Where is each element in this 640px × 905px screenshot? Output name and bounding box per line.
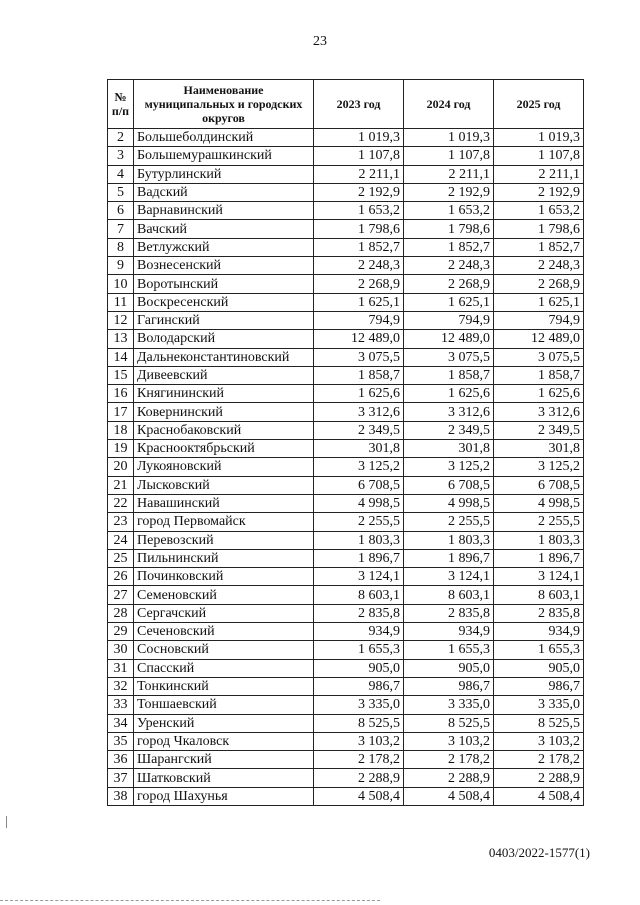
row-name: Сосновский bbox=[134, 641, 314, 659]
row-value-2025: 8 603,1 bbox=[494, 586, 584, 604]
table-row bbox=[108, 769, 584, 787]
row-name: Сергачский bbox=[134, 604, 314, 622]
row-value-2024: 2 349,5 bbox=[404, 421, 494, 439]
document-code: 0403/2022-1577(1) bbox=[488, 845, 590, 860]
row-name: Вознесенский bbox=[134, 257, 314, 275]
row-name: Княгининский bbox=[134, 385, 314, 403]
row-value-2023: 3 103,2 bbox=[314, 732, 404, 750]
row-value-2025: 794,9 bbox=[494, 311, 584, 329]
row-number: 24 bbox=[108, 531, 134, 549]
table-row bbox=[108, 293, 584, 311]
table-row bbox=[108, 458, 584, 476]
row-name: Пильнинский bbox=[134, 549, 314, 567]
table-row bbox=[108, 129, 584, 147]
scan-bottom-line bbox=[0, 900, 380, 902]
row-value-2023: 905,0 bbox=[314, 659, 404, 677]
table-row bbox=[108, 403, 584, 421]
table-row bbox=[108, 586, 584, 604]
row-name: Дивеевский bbox=[134, 366, 314, 384]
row-value-2024: 8 525,5 bbox=[404, 714, 494, 732]
row-value-2024: 1 655,3 bbox=[404, 641, 494, 659]
row-number: 9 bbox=[108, 257, 134, 275]
row-name: Воскресенский bbox=[134, 293, 314, 311]
row-value-2023: 2 288,9 bbox=[314, 769, 404, 787]
row-number: 30 bbox=[108, 641, 134, 659]
row-value-2025: 301,8 bbox=[494, 440, 584, 458]
table-row bbox=[108, 165, 584, 183]
row-value-2023: 986,7 bbox=[314, 677, 404, 695]
row-value-2024: 1 107,8 bbox=[404, 147, 494, 165]
row-number: 22 bbox=[108, 494, 134, 512]
row-value-2025: 3 312,6 bbox=[494, 403, 584, 421]
row-value-2024: 1 625,1 bbox=[404, 293, 494, 311]
row-value-2025: 2 192,9 bbox=[494, 183, 584, 201]
table-row bbox=[108, 751, 584, 769]
row-value-2025: 3 075,5 bbox=[494, 348, 584, 366]
row-name: Ковернинский bbox=[134, 403, 314, 421]
row-value-2024: 1 798,6 bbox=[404, 220, 494, 238]
row-value-2023: 6 708,5 bbox=[314, 476, 404, 494]
row-number: 32 bbox=[108, 677, 134, 695]
row-value-2025: 2 211,1 bbox=[494, 165, 584, 183]
table-row bbox=[108, 440, 584, 458]
row-value-2024: 2 178,2 bbox=[404, 751, 494, 769]
table-row bbox=[108, 220, 584, 238]
row-value-2024: 3 124,1 bbox=[404, 568, 494, 586]
row-value-2024: 3 335,0 bbox=[404, 696, 494, 714]
row-number: 35 bbox=[108, 732, 134, 750]
row-value-2024: 2 211,1 bbox=[404, 165, 494, 183]
row-number: 27 bbox=[108, 586, 134, 604]
table-row bbox=[108, 366, 584, 384]
row-number: 14 bbox=[108, 348, 134, 366]
row-value-2024: 3 312,6 bbox=[404, 403, 494, 421]
table-body bbox=[108, 129, 584, 806]
table-row bbox=[108, 275, 584, 293]
row-number: 15 bbox=[108, 366, 134, 384]
row-name: Лысковский bbox=[134, 476, 314, 494]
row-value-2024: 3 125,2 bbox=[404, 458, 494, 476]
row-value-2023: 3 312,6 bbox=[314, 403, 404, 421]
row-name: Большемурашкинский bbox=[134, 147, 314, 165]
row-number: 31 bbox=[108, 659, 134, 677]
header-number: № п/п bbox=[108, 80, 134, 129]
row-value-2024: 3 075,5 bbox=[404, 348, 494, 366]
row-value-2023: 1 107,8 bbox=[314, 147, 404, 165]
row-name: Краснооктябрьский bbox=[134, 440, 314, 458]
row-value-2025: 3 335,0 bbox=[494, 696, 584, 714]
table-row bbox=[108, 421, 584, 439]
row-value-2025: 1 655,3 bbox=[494, 641, 584, 659]
row-name: Уренский bbox=[134, 714, 314, 732]
table-row bbox=[108, 202, 584, 220]
row-value-2023: 2 178,2 bbox=[314, 751, 404, 769]
table-row bbox=[108, 623, 584, 641]
row-number: 29 bbox=[108, 623, 134, 641]
row-value-2025: 1 653,2 bbox=[494, 202, 584, 220]
table-row bbox=[108, 476, 584, 494]
row-value-2025: 2 835,8 bbox=[494, 604, 584, 622]
row-value-2023: 1 625,6 bbox=[314, 385, 404, 403]
row-value-2025: 3 103,2 bbox=[494, 732, 584, 750]
row-value-2023: 1 852,7 bbox=[314, 238, 404, 256]
row-value-2025: 4 508,4 bbox=[494, 787, 584, 805]
row-value-2025: 8 525,5 bbox=[494, 714, 584, 732]
row-number: 34 bbox=[108, 714, 134, 732]
row-value-2024: 1 852,7 bbox=[404, 238, 494, 256]
row-name: Семеновский bbox=[134, 586, 314, 604]
row-value-2025: 2 268,9 bbox=[494, 275, 584, 293]
row-value-2023: 3 124,1 bbox=[314, 568, 404, 586]
row-number: 23 bbox=[108, 513, 134, 531]
row-value-2025: 3 124,1 bbox=[494, 568, 584, 586]
row-value-2023: 1 798,6 bbox=[314, 220, 404, 238]
row-name: Воротынский bbox=[134, 275, 314, 293]
header-2023: 2023 год bbox=[314, 80, 404, 129]
table-row bbox=[108, 604, 584, 622]
row-number: 26 bbox=[108, 568, 134, 586]
row-value-2023: 1 896,7 bbox=[314, 549, 404, 567]
row-value-2024: 986,7 bbox=[404, 677, 494, 695]
row-name: Бутурлинский bbox=[134, 165, 314, 183]
row-value-2024: 301,8 bbox=[404, 440, 494, 458]
row-value-2024: 3 103,2 bbox=[404, 732, 494, 750]
row-value-2024: 1 653,2 bbox=[404, 202, 494, 220]
page-number: 23 bbox=[313, 34, 327, 49]
row-name: Ветлужский bbox=[134, 238, 314, 256]
row-value-2024: 1 019,3 bbox=[404, 129, 494, 147]
row-value-2025: 1 798,6 bbox=[494, 220, 584, 238]
row-number: 18 bbox=[108, 421, 134, 439]
row-name: город Шахунья bbox=[134, 787, 314, 805]
row-value-2025: 2 349,5 bbox=[494, 421, 584, 439]
row-value-2023: 1 653,2 bbox=[314, 202, 404, 220]
row-number: 38 bbox=[108, 787, 134, 805]
row-value-2025: 905,0 bbox=[494, 659, 584, 677]
row-value-2023: 3 125,2 bbox=[314, 458, 404, 476]
row-value-2023: 1 019,3 bbox=[314, 129, 404, 147]
row-value-2023: 2 349,5 bbox=[314, 421, 404, 439]
row-value-2025: 1 625,1 bbox=[494, 293, 584, 311]
row-value-2024: 4 998,5 bbox=[404, 494, 494, 512]
table-row bbox=[108, 183, 584, 201]
table-header-row bbox=[108, 80, 584, 129]
row-name: Починковский bbox=[134, 568, 314, 586]
row-name: город Чкаловск bbox=[134, 732, 314, 750]
table-row bbox=[108, 641, 584, 659]
table-row bbox=[108, 513, 584, 531]
row-value-2024: 1 896,7 bbox=[404, 549, 494, 567]
table-row bbox=[108, 348, 584, 366]
header-name: Наименование муниципальных и городских округов bbox=[134, 80, 314, 129]
row-value-2024: 1 625,6 bbox=[404, 385, 494, 403]
row-value-2023: 1 655,3 bbox=[314, 641, 404, 659]
row-name: Шатковский bbox=[134, 769, 314, 787]
row-name: Перевозский bbox=[134, 531, 314, 549]
row-number: 20 bbox=[108, 458, 134, 476]
row-value-2023: 301,8 bbox=[314, 440, 404, 458]
row-number: 3 bbox=[108, 147, 134, 165]
table-row bbox=[108, 494, 584, 512]
row-name: Лукояновский bbox=[134, 458, 314, 476]
row-number: 8 bbox=[108, 238, 134, 256]
row-name: Спасский bbox=[134, 659, 314, 677]
row-value-2023: 4 998,5 bbox=[314, 494, 404, 512]
row-number: 11 bbox=[108, 293, 134, 311]
row-value-2023: 4 508,4 bbox=[314, 787, 404, 805]
table-row bbox=[108, 732, 584, 750]
row-value-2024: 12 489,0 bbox=[404, 330, 494, 348]
row-name: Дальнеконстантиновский bbox=[134, 348, 314, 366]
row-value-2023: 8 603,1 bbox=[314, 586, 404, 604]
row-value-2025: 1 803,3 bbox=[494, 531, 584, 549]
row-value-2023: 12 489,0 bbox=[314, 330, 404, 348]
row-value-2025: 1 858,7 bbox=[494, 366, 584, 384]
table-row bbox=[108, 238, 584, 256]
row-value-2025: 3 125,2 bbox=[494, 458, 584, 476]
table-row bbox=[108, 330, 584, 348]
row-value-2024: 6 708,5 bbox=[404, 476, 494, 494]
row-value-2023: 2 255,5 bbox=[314, 513, 404, 531]
row-value-2025: 1 107,8 bbox=[494, 147, 584, 165]
row-name: Варнавинский bbox=[134, 202, 314, 220]
row-name: Шарангский bbox=[134, 751, 314, 769]
row-value-2023: 1 803,3 bbox=[314, 531, 404, 549]
row-number: 5 bbox=[108, 183, 134, 201]
row-value-2024: 905,0 bbox=[404, 659, 494, 677]
row-number: 19 bbox=[108, 440, 134, 458]
row-value-2025: 934,9 bbox=[494, 623, 584, 641]
header-2025: 2025 год bbox=[494, 80, 584, 129]
table-row bbox=[108, 714, 584, 732]
row-number: 13 bbox=[108, 330, 134, 348]
table-row bbox=[108, 311, 584, 329]
row-value-2024: 4 508,4 bbox=[404, 787, 494, 805]
table-row bbox=[108, 531, 584, 549]
row-name: Навашинский bbox=[134, 494, 314, 512]
row-value-2023: 8 525,5 bbox=[314, 714, 404, 732]
row-name: Тоншаевский bbox=[134, 696, 314, 714]
row-value-2025: 2 248,3 bbox=[494, 257, 584, 275]
table-row bbox=[108, 257, 584, 275]
row-number: 6 bbox=[108, 202, 134, 220]
row-value-2023: 2 268,9 bbox=[314, 275, 404, 293]
row-name: Тонкинский bbox=[134, 677, 314, 695]
row-value-2024: 934,9 bbox=[404, 623, 494, 641]
row-value-2024: 2 288,9 bbox=[404, 769, 494, 787]
row-number: 37 bbox=[108, 769, 134, 787]
row-value-2023: 2 835,8 bbox=[314, 604, 404, 622]
budget-table bbox=[107, 79, 584, 806]
row-value-2025: 2 288,9 bbox=[494, 769, 584, 787]
row-name: Володарский bbox=[134, 330, 314, 348]
row-value-2025: 1 852,7 bbox=[494, 238, 584, 256]
row-number: 25 bbox=[108, 549, 134, 567]
row-value-2024: 2 835,8 bbox=[404, 604, 494, 622]
row-number: 10 bbox=[108, 275, 134, 293]
row-value-2023: 2 192,9 bbox=[314, 183, 404, 201]
scan-margin-mark bbox=[6, 816, 7, 828]
row-value-2023: 1 625,1 bbox=[314, 293, 404, 311]
row-value-2023: 2 248,3 bbox=[314, 257, 404, 275]
row-value-2024: 2 268,9 bbox=[404, 275, 494, 293]
row-number: 7 bbox=[108, 220, 134, 238]
row-value-2024: 8 603,1 bbox=[404, 586, 494, 604]
row-value-2025: 2 178,2 bbox=[494, 751, 584, 769]
row-number: 36 bbox=[108, 751, 134, 769]
table-row bbox=[108, 696, 584, 714]
table-row bbox=[108, 659, 584, 677]
row-name: Гагинский bbox=[134, 311, 314, 329]
table-row bbox=[108, 147, 584, 165]
row-value-2024: 1 803,3 bbox=[404, 531, 494, 549]
row-value-2023: 3 075,5 bbox=[314, 348, 404, 366]
row-number: 33 bbox=[108, 696, 134, 714]
row-value-2025: 986,7 bbox=[494, 677, 584, 695]
row-value-2025: 2 255,5 bbox=[494, 513, 584, 531]
row-number: 12 bbox=[108, 311, 134, 329]
row-number: 17 bbox=[108, 403, 134, 421]
row-number: 28 bbox=[108, 604, 134, 622]
table-row bbox=[108, 549, 584, 567]
row-value-2023: 2 211,1 bbox=[314, 165, 404, 183]
row-name: город Первомайск bbox=[134, 513, 314, 531]
row-value-2023: 1 858,7 bbox=[314, 366, 404, 384]
header-2024: 2024 год bbox=[404, 80, 494, 129]
row-value-2024: 2 248,3 bbox=[404, 257, 494, 275]
row-value-2024: 2 255,5 bbox=[404, 513, 494, 531]
row-number: 4 bbox=[108, 165, 134, 183]
row-value-2025: 1 625,6 bbox=[494, 385, 584, 403]
row-number: 16 bbox=[108, 385, 134, 403]
row-value-2023: 794,9 bbox=[314, 311, 404, 329]
table-row bbox=[108, 385, 584, 403]
row-value-2023: 3 335,0 bbox=[314, 696, 404, 714]
row-number: 21 bbox=[108, 476, 134, 494]
row-value-2024: 1 858,7 bbox=[404, 366, 494, 384]
row-value-2025: 12 489,0 bbox=[494, 330, 584, 348]
table-row bbox=[108, 568, 584, 586]
row-value-2025: 4 998,5 bbox=[494, 494, 584, 512]
row-value-2025: 6 708,5 bbox=[494, 476, 584, 494]
row-value-2025: 1 896,7 bbox=[494, 549, 584, 567]
table-row bbox=[108, 677, 584, 695]
table-row bbox=[108, 787, 584, 805]
row-value-2023: 934,9 bbox=[314, 623, 404, 641]
row-name: Вачский bbox=[134, 220, 314, 238]
row-name: Большеболдинский bbox=[134, 129, 314, 147]
row-name: Сеченовский bbox=[134, 623, 314, 641]
row-name: Краснобаковский bbox=[134, 421, 314, 439]
row-number: 2 bbox=[108, 129, 134, 147]
row-value-2025: 1 019,3 bbox=[494, 129, 584, 147]
row-value-2024: 2 192,9 bbox=[404, 183, 494, 201]
row-value-2024: 794,9 bbox=[404, 311, 494, 329]
row-name: Вадский bbox=[134, 183, 314, 201]
